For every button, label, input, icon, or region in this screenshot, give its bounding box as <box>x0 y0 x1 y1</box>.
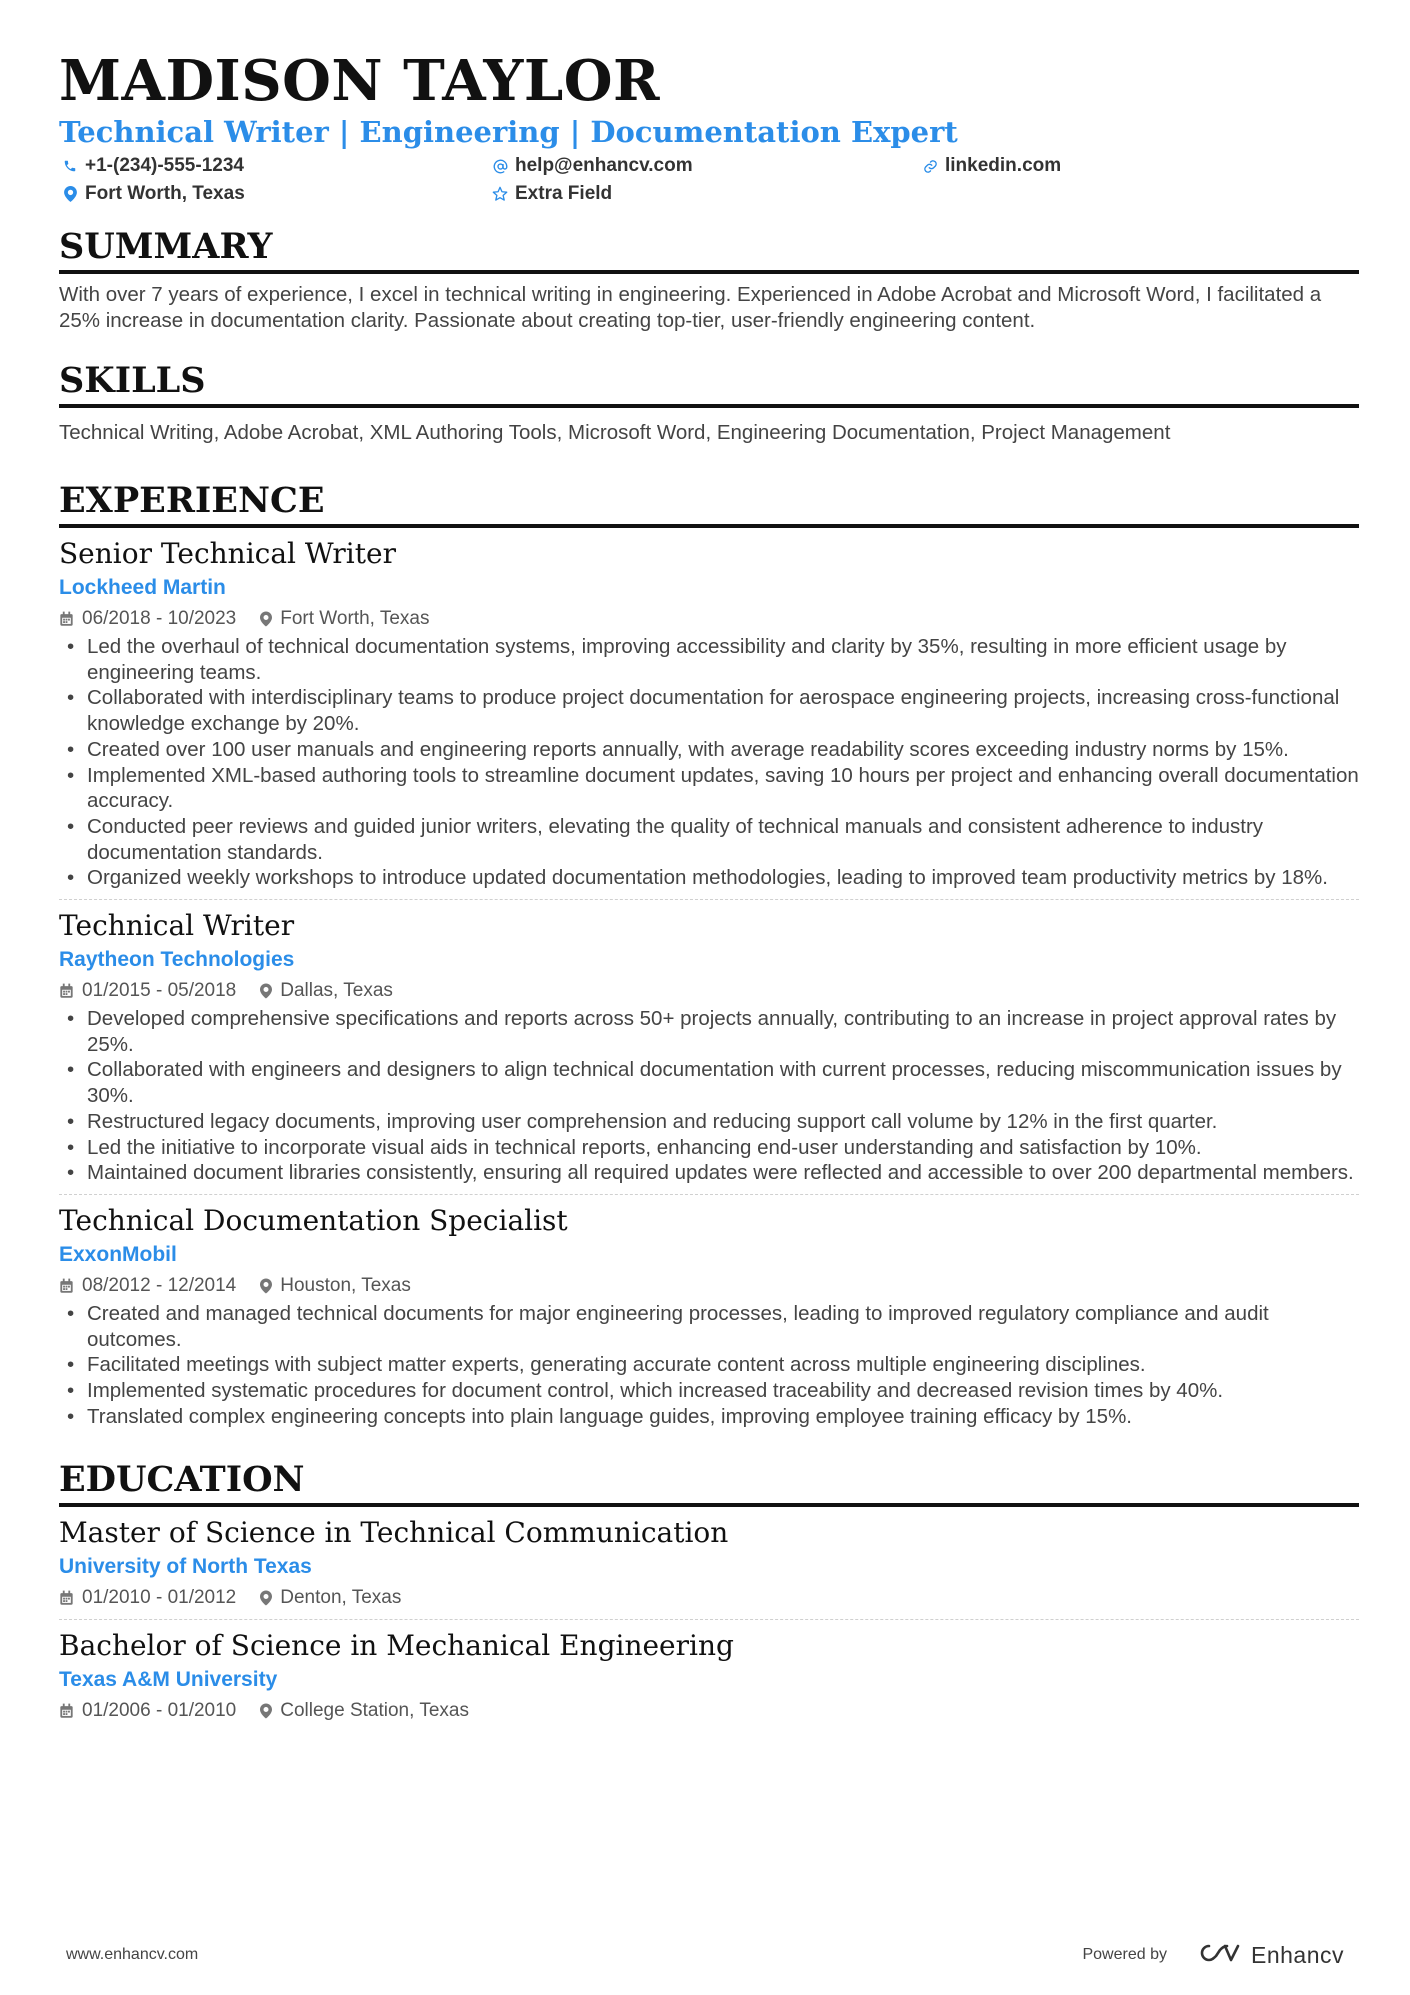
contact-email[interactable] <box>489 154 919 178</box>
list-item: • Led the overhaul of technical documentation systems, improving accessibility and clarity by 35%, resulting in more efficient usage by engineering teams. <box>59 634 1359 685</box>
job-bullets <box>59 1301 1359 1430</box>
calendar-icon <box>59 1278 74 1294</box>
degree-title: Bachelor of Science in Mechanical Engineering <box>59 1629 734 1663</box>
location-pin-icon <box>260 1278 272 1294</box>
list-item: • Conducted peer reviews and guided junior writers, elevating the quality of technical manuals and consistent adherence to industry documentation standards. <box>59 814 1359 865</box>
job-title: Technical Writer <box>59 909 295 943</box>
list-item: • Facilitated meetings with subject matter experts, generating accurate content across multiple engineering disciplines. <box>59 1352 1359 1378</box>
job-dates: 01/2015 - 05/2018 <box>82 980 237 1002</box>
education-entry <box>59 1628 1359 1724</box>
list-item: • Organized weekly workshops to introduce updated documentation methodologies, leading to improved team productivity metrics by 18%. <box>59 865 1359 891</box>
list-item: • Collaborated with interdisciplinary teams to produce project documentation for aerospace engineering projects, increasing cross-functional knowledge exchange by 20%. <box>59 685 1359 736</box>
job-entry <box>59 1203 1359 1430</box>
list-item: • Translated complex engineering concepts into plain language guides, improving employee training efficacy by 15%. <box>59 1404 1359 1430</box>
link-icon <box>919 159 941 174</box>
contact-linkedin[interactable] <box>919 154 1359 178</box>
location-pin-icon <box>260 1703 272 1719</box>
entry-divider <box>59 1194 1359 1195</box>
job-meta <box>59 606 1359 632</box>
contact-phone[interactable] <box>59 154 489 178</box>
footer-website-link[interactable]: www.enhancv.com <box>66 1946 199 1963</box>
candidate-headline: Technical Writer | Engineering | Documentation Expert <box>59 115 958 149</box>
calendar-icon <box>59 983 74 999</box>
school-name: Texas A&M University <box>59 1668 278 1692</box>
job-location: Houston, Texas <box>280 1274 411 1296</box>
education-section <box>59 1459 1359 1724</box>
education-heading: EDUCATION <box>59 1459 1359 1507</box>
job-title: Senior Technical Writer <box>59 537 396 570</box>
list-item: • Created and managed technical documents for major engineering processes, leading to improved regulatory compliance and audit outcomes. <box>59 1301 1359 1352</box>
experience-section <box>59 480 1359 1429</box>
job-dates: 06/2018 - 10/2023 <box>82 608 237 629</box>
job-entry <box>59 536 1359 891</box>
calendar-icon <box>59 611 74 627</box>
company-name: Raytheon Technologies <box>59 948 295 972</box>
location-pin-icon <box>260 983 272 999</box>
skills-section <box>59 360 1359 446</box>
education-entry <box>59 1515 1359 1611</box>
education-dates: 01/2006 - 01/2010 <box>82 1700 237 1722</box>
resume-header <box>59 48 1359 206</box>
contact-extra <box>489 182 919 206</box>
calendar-icon <box>59 1590 74 1606</box>
summary-section <box>59 226 1359 334</box>
list-item: • Created over 100 user manuals and engineering reports annually, with average readability scores exceeding industry norms by 15%. <box>59 737 1359 763</box>
location-pin-icon <box>260 611 272 627</box>
contact-phone-text: +1-(234)-555-1234 <box>85 155 244 176</box>
summary-text: With over 7 years of experience, I excel in technical writing in engineering. Experienced in Adobe Acrobat and Microsoft Word, I facilitated a 25% increase in documentation clarity. Passionate about creating top-tier, user-friendly engineering content. <box>59 283 1322 332</box>
resume-page <box>59 48 1359 1724</box>
contact-extra-text: Extra Field <box>515 183 613 204</box>
job-bullets <box>59 634 1359 891</box>
education-dates: 01/2010 - 01/2012 <box>82 1587 237 1609</box>
location-pin-icon <box>59 186 81 202</box>
enhancv-logo-icon <box>1195 1942 1241 1969</box>
school-name: University of North Texas <box>59 1555 312 1579</box>
job-location: Fort Worth, Texas <box>280 608 430 629</box>
job-title: Technical Documentation Specialist <box>59 1203 568 1237</box>
company-name: ExxonMobil <box>59 1242 177 1266</box>
candidate-name: MADISON TAYLOR <box>59 48 661 114</box>
star-icon <box>489 186 511 202</box>
list-item: • Led the initiative to incorporate visual aids in technical reports, enhancing end-user understanding and satisfaction by 10%. <box>59 1135 1359 1161</box>
calendar-icon <box>59 1703 74 1719</box>
contact-email-text: help@enhancv.com <box>515 155 693 176</box>
summary-heading: SUMMARY <box>59 226 1359 274</box>
contact-list <box>59 154 1359 206</box>
list-item: • Implemented XML-based authoring tools to streamline document updates, saving 10 hours per project and enhancing overall documentation accuracy. <box>59 763 1359 814</box>
list-item: • Implemented systematic procedures for document control, which increased traceability and decreased revision times by 40%. <box>59 1378 1359 1404</box>
list-item: • Developed comprehensive specifications and reports across 50+ projects annually, contributing to an increase in project approval rates by 25%. <box>59 1006 1359 1057</box>
powered-by-label: Powered by <box>1082 1946 1167 1963</box>
list-item: • Restructured legacy documents, improving user comprehension and reducing support call volume by 12% in the first quarter. <box>59 1109 1359 1135</box>
job-bullets <box>59 1006 1359 1186</box>
job-dates: 08/2012 - 12/2014 <box>82 1274 237 1296</box>
education-meta <box>59 1585 1359 1611</box>
location-pin-icon <box>260 1590 272 1606</box>
job-meta <box>59 1273 1359 1299</box>
company-name: Lockheed Martin <box>59 576 226 599</box>
contact-location-text: Fort Worth, Texas <box>85 183 245 204</box>
education-location: Denton, Texas <box>280 1587 402 1609</box>
entry-divider <box>59 899 1359 900</box>
job-entry <box>59 908 1359 1186</box>
job-location: Dallas, Texas <box>280 980 393 1002</box>
experience-heading: EXPERIENCE <box>59 480 1359 528</box>
skills-heading: SKILLS <box>59 360 1359 408</box>
entry-divider <box>59 1619 1359 1620</box>
skills-text: Technical Writing, Adobe Acrobat, XML Authoring Tools, Microsoft Word, Engineering Documentation, Project Management <box>59 421 1171 444</box>
degree-title: Master of Science in Technical Communication <box>59 1516 729 1550</box>
page-footer <box>66 1940 1344 1970</box>
enhancv-logo-text: Enhancv <box>1250 1941 1344 1968</box>
at-icon <box>489 159 511 174</box>
contact-linkedin-text: linkedin.com <box>945 155 1062 176</box>
phone-icon <box>59 159 81 173</box>
education-meta <box>59 1698 1359 1724</box>
list-item: • Maintained document libraries consistently, ensuring all required updates were reflected and accessible to over 200 departmental members. <box>59 1160 1359 1186</box>
list-item: • Collaborated with engineers and designers to align technical documentation with current processes, reducing miscommunication issues by 30%. <box>59 1057 1359 1108</box>
job-meta <box>59 978 1359 1004</box>
contact-location <box>59 182 489 206</box>
footer-brand <box>1082 1942 1344 1969</box>
education-location: College Station, Texas <box>280 1700 469 1722</box>
